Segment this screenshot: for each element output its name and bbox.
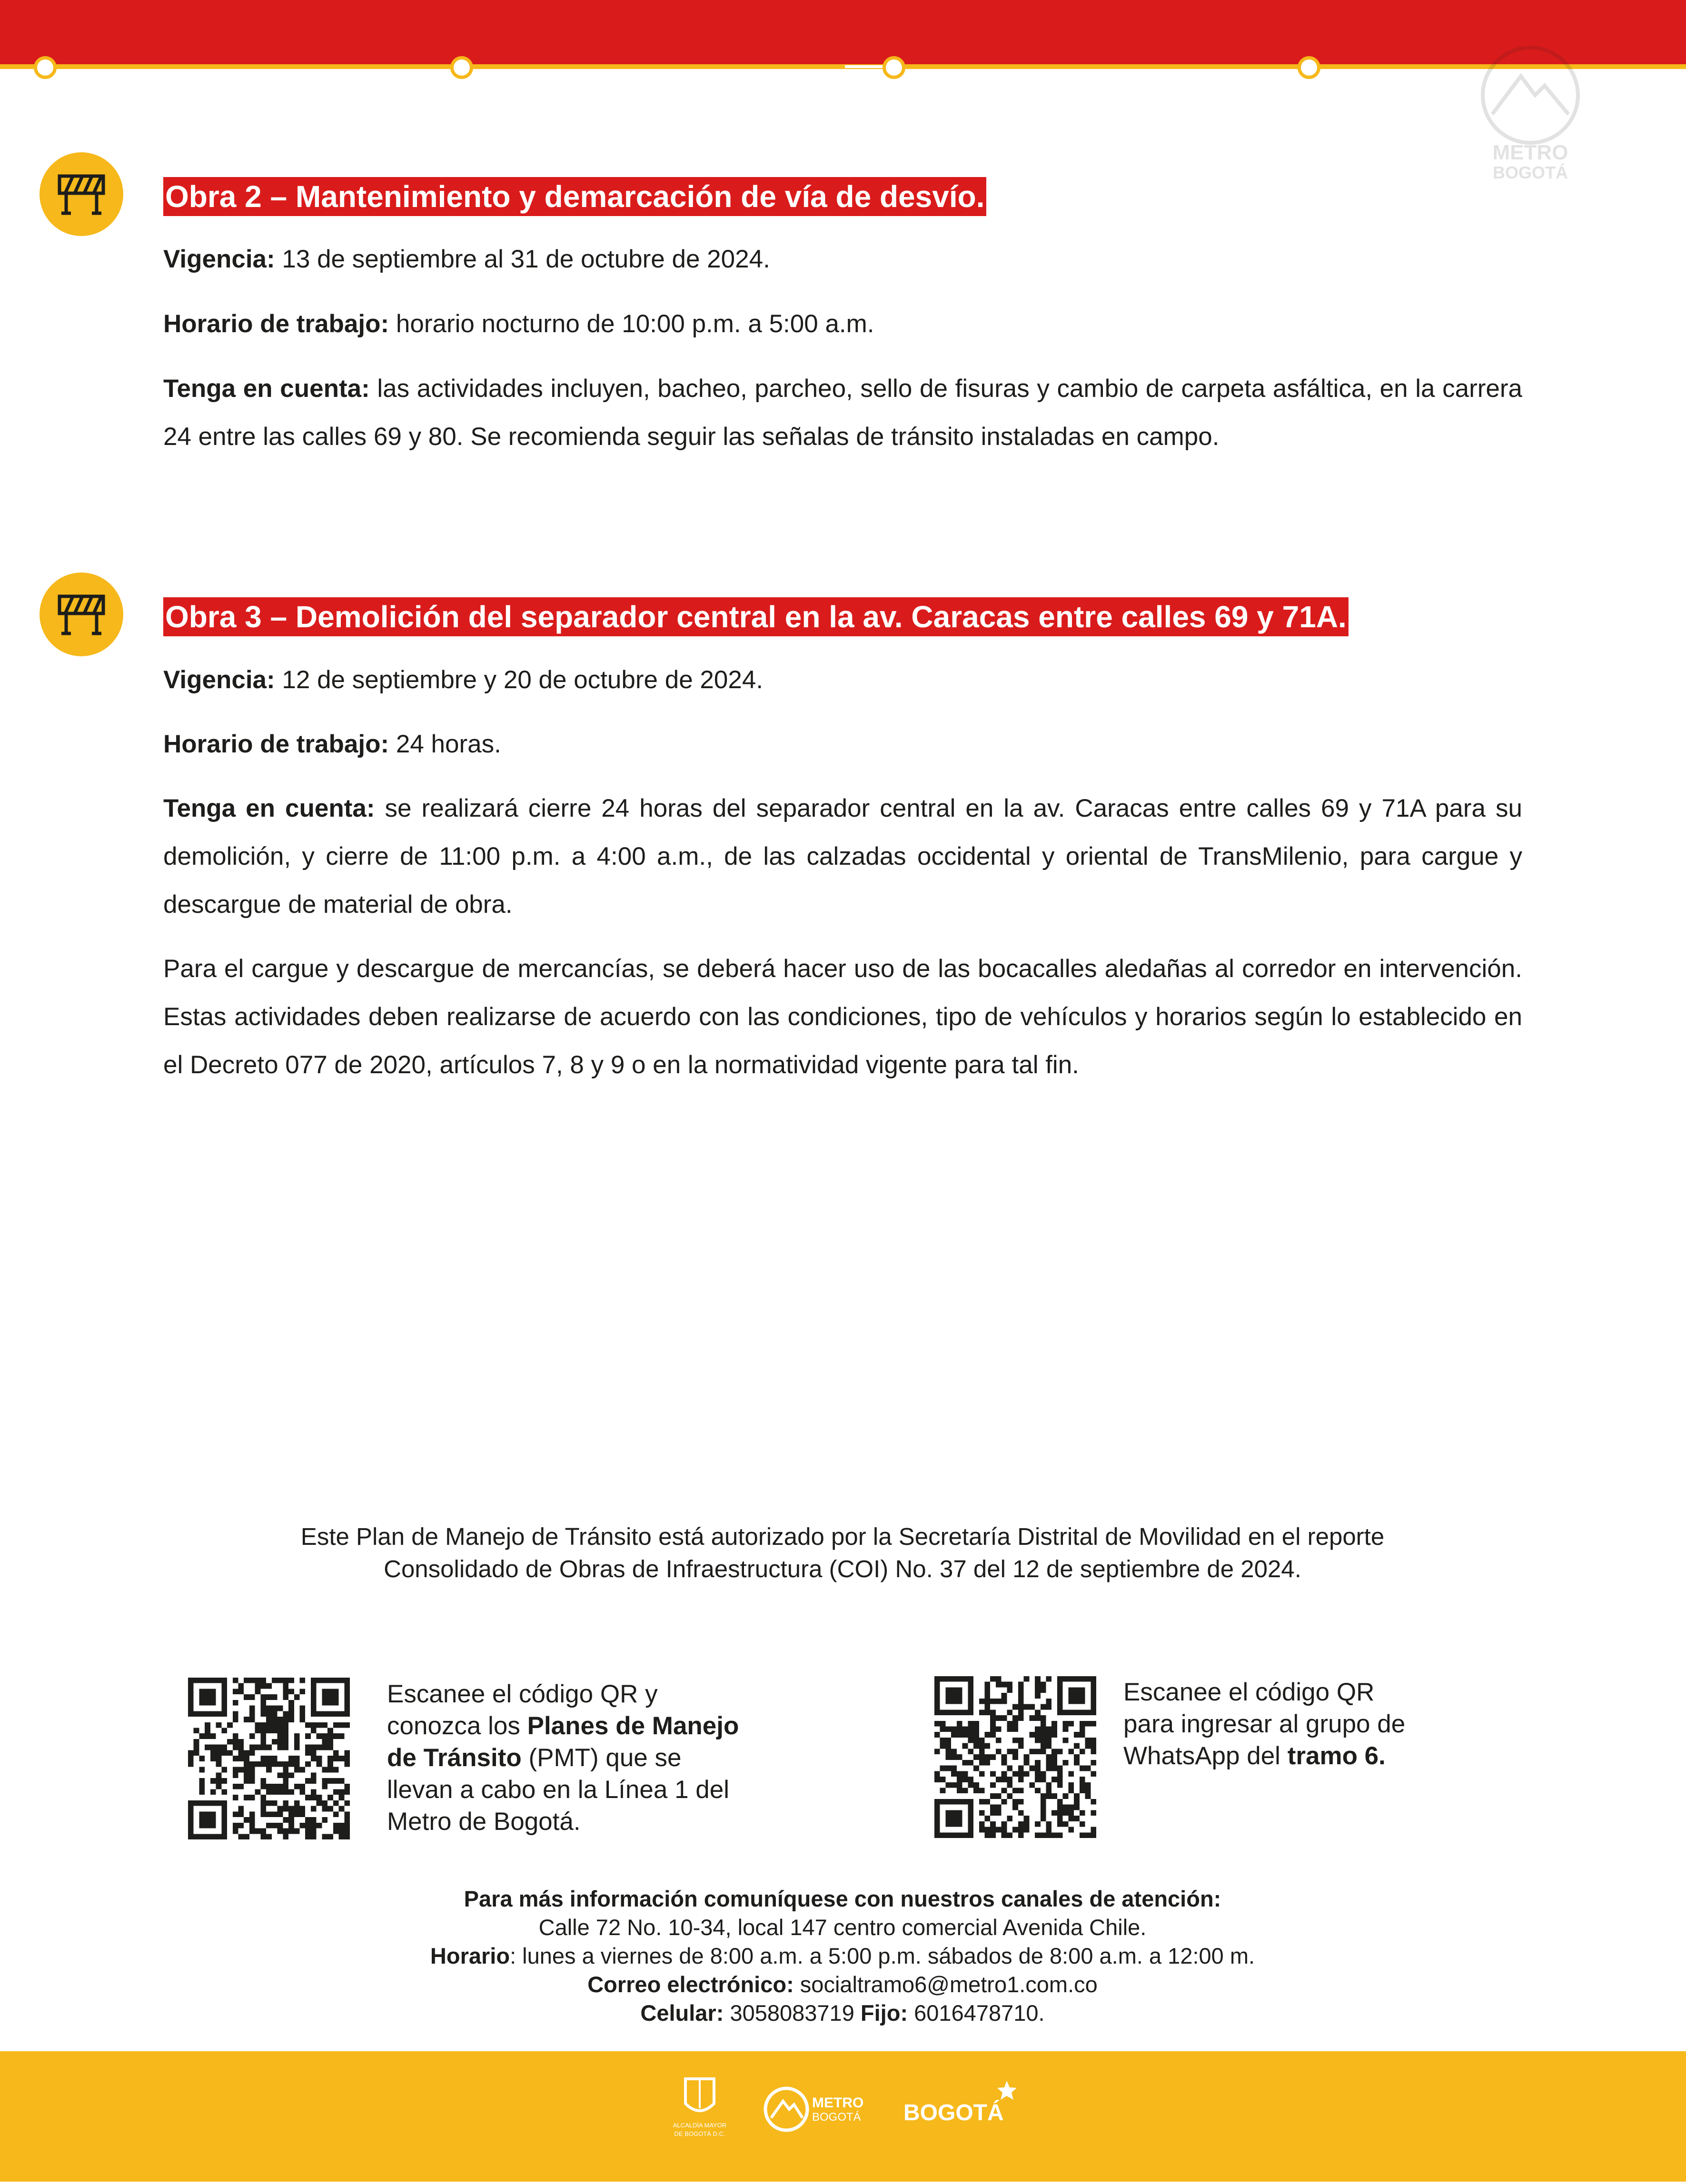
qr-code-icon[interactable]: [188, 1678, 350, 1839]
qr-whatsapp-text: [1123, 1676, 1405, 1772]
qr-whatsapp-line: WhatsApp del: [1123, 1742, 1288, 1770]
header-dot: [1298, 56, 1320, 79]
watermark-line2: BOGOTÁ: [1493, 163, 1568, 181]
tenga-label: Tenga en cuenta:: [163, 794, 375, 822]
qr-code-icon[interactable]: [934, 1676, 1096, 1838]
metro-bogota-logo-icon: [765, 2088, 863, 2130]
header-stripe-dash: [845, 65, 888, 68]
metro-watermark-logo: [1473, 43, 1587, 181]
bogota-logo-icon: [903, 2081, 1017, 2125]
qr-pmt-line: conozca los: [387, 1712, 527, 1740]
alcaldia-line1: ALCALDÍA MAYOR: [673, 2122, 727, 2129]
footer-bar: [0, 2051, 1686, 2182]
contact-fijo-value: 6016478710.: [908, 2000, 1045, 2026]
authorization-line2: Consolidado de Obras de Infraestructura (COI) No. 37 del 12 de septiembre de 2024.: [384, 1555, 1301, 1582]
header-bar: [0, 0, 1686, 64]
contact-address: Calle 72 No. 10-34, local 147 centro comercial Avenida Chile.: [538, 1915, 1147, 1940]
contact-horario-label: Horario: [430, 1943, 510, 1968]
contact-horario-value: : lunes a viernes de 8:00 a.m. a 5:00 p.m. sábados de 8:00 a.m. a 12:00 m.: [510, 1943, 1255, 1968]
contact-heading: Para más información comuníquese con nuestros canales de atención:: [464, 1886, 1221, 1911]
obra2-horario: [163, 300, 1522, 348]
contact-fijo-label: Fijo:: [860, 2000, 908, 2026]
horario-label: Horario de trabajo:: [163, 310, 389, 338]
qr-pmt-bold: Planes de Manejo: [527, 1712, 739, 1740]
contact-cel-value: 3058083719: [724, 2000, 861, 2026]
watermark-line1: METRO: [1492, 141, 1568, 164]
header-dot: [450, 56, 473, 79]
qr-pmt-bold: de Tránsito: [387, 1744, 522, 1772]
qr-pmt-text: [387, 1678, 739, 1838]
obra2-vigencia: [163, 235, 1522, 283]
authorization-line1: Este Plan de Manejo de Tránsito está autorizado por la Secretaría Distrital de Movilidad en el reporte: [300, 1523, 1385, 1550]
obra3-tenga-en-cuenta: [163, 784, 1522, 929]
qr-whatsapp-line: para ingresar al grupo de: [1123, 1710, 1406, 1738]
vigencia-label: Vigencia:: [163, 245, 275, 273]
qr-pmt-line: (PMT) que se: [521, 1744, 682, 1772]
authorization-note: [157, 1521, 1528, 1585]
qr-pmt-line: Escanee el código QR y: [387, 1680, 658, 1708]
obra2-tenga-en-cuenta: [163, 365, 1522, 461]
obra3-title: Obra 3 – Demolición del separador central en la av. Caracas entre calles 69 y 71A.: [163, 597, 1349, 636]
contact-info: [157, 1885, 1528, 2027]
contact-email-label: Correo electrónico:: [587, 1972, 794, 1997]
horario-label: Horario de trabajo:: [163, 730, 389, 758]
header-dot: [34, 56, 57, 79]
metro-line1: METRO: [812, 2095, 864, 2111]
bogota-wordmark: BOGOTÁ: [903, 2100, 1004, 2125]
metro-line2: BOGOTÁ: [812, 2111, 861, 2124]
qr-pmt-line: llevan a cabo en la Línea 1 del: [387, 1776, 729, 1804]
tenga-value: se realizará cierre 24 horas del separador central en la av. Caracas entre calles 69 y 71A para su demolición, y cierre de 11:00 p.m. a 4:00 a.m., de las calzadas occidental y oriental de TransMilenio, para cargue y descargue de material de obra.: [163, 794, 1522, 919]
vigencia-label: Vigencia:: [163, 666, 275, 694]
alcaldia-line2: DE BOGOTÁ D.C.: [674, 2130, 725, 2137]
tenga-value: las actividades incluyen, bacheo, parcheo, sello de fisuras y cambio de carpeta asfáltica, en la carrera 24 entre las calles 69 y 80. Se recomienda seguir las señalas de tránsito instaladas en campo.: [163, 375, 1522, 451]
horario-value: 24 horas.: [389, 730, 501, 758]
header-stripe: [0, 64, 1686, 69]
header-dot: [883, 56, 905, 79]
obra3-vigencia: [163, 656, 1522, 704]
obra2-title: Obra 2 – Mantenimiento y demarcación de vía de desvío.: [163, 177, 986, 216]
contact-email-value[interactable]: socialtramo6@metro1.com.co: [793, 1972, 1098, 1997]
vigencia-value: 12 de septiembre y 20 de octubre de 2024.: [275, 666, 764, 694]
qr-whatsapp-line: Escanee el código QR: [1123, 1678, 1375, 1706]
road-barrier-icon: [40, 152, 123, 236]
vigencia-value: 13 de septiembre al 31 de octubre de 2024.: [275, 245, 770, 273]
obra3-cargue-paragraph: Para el cargue y descargue de mercancías, se deberá hacer uso de las bocacalles aledañas al corredor en intervención. Estas actividades deben realizarse de acuerdo con las condiciones, tipo de vehículos y horarios según lo establecido en el Decreto 077 de 2020, artículos 7, 8 y 9 o en la normatividad vigente para tal fin.: [163, 955, 1522, 1079]
qr-whatsapp-bold: tramo 6.: [1287, 1742, 1386, 1770]
footer-logos: [0, 2051, 1686, 2182]
horario-value: horario nocturno de 10:00 p.m. a 5:00 a.m.: [389, 310, 874, 338]
contact-cel-label: Celular:: [640, 2000, 724, 2026]
qr-pmt-line: Metro de Bogotá.: [387, 1808, 581, 1836]
tenga-label: Tenga en cuenta:: [163, 375, 370, 403]
obra3-horario: [163, 720, 1522, 768]
alcaldia-logo-icon: [673, 2079, 726, 2137]
road-barrier-icon: [40, 573, 123, 656]
